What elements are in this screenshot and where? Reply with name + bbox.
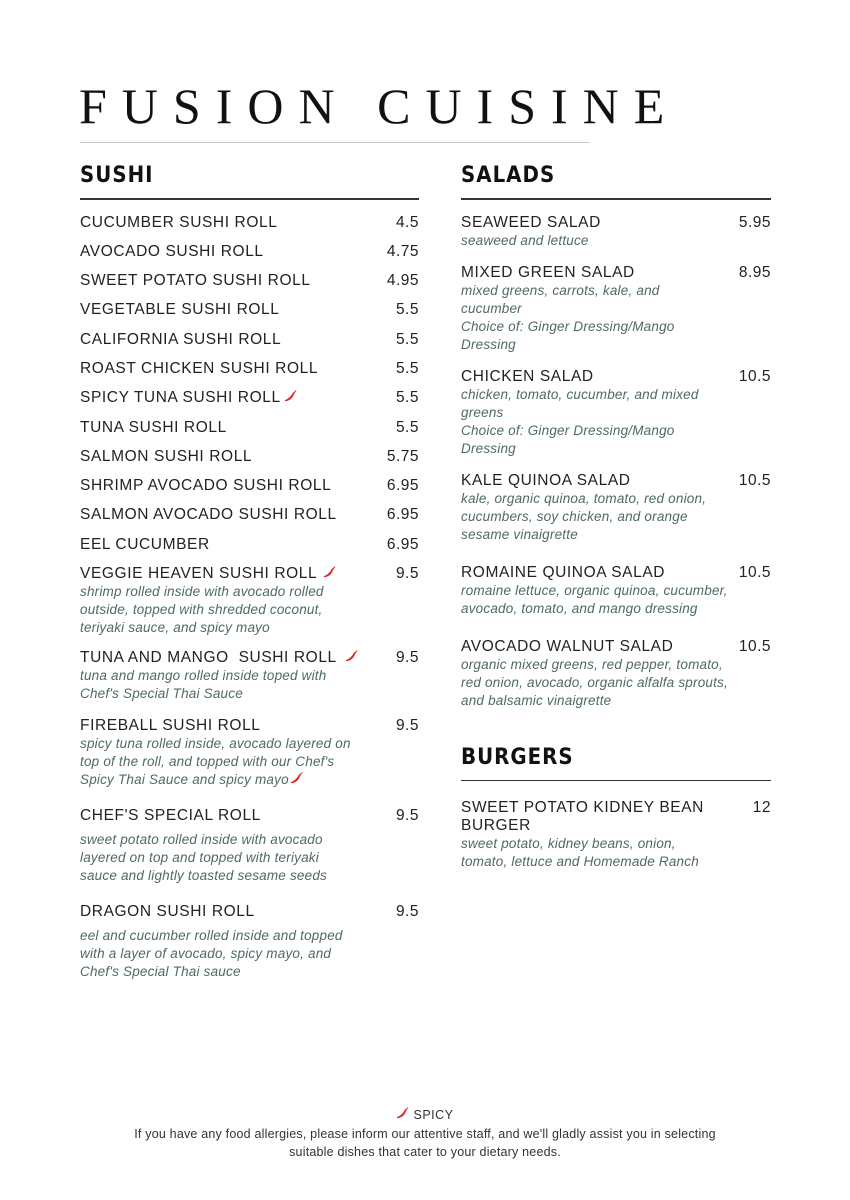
chili-pepper-icon: [345, 649, 358, 663]
menu-item: [80, 649, 419, 703]
item-name: MIXED GREEN SALAD: [461, 263, 635, 281]
menu-title: FUSION CUISINE: [79, 78, 680, 134]
item-price: 9.5: [395, 565, 419, 583]
item-description: seaweed and lettuce: [461, 232, 589, 248]
menu-item: [461, 564, 771, 618]
chili-pepper-icon: [323, 565, 336, 579]
menu-item: [461, 214, 771, 250]
item-price: 10.5: [738, 563, 771, 581]
item-price: 5.75: [386, 447, 419, 465]
menu-item: [80, 389, 419, 418]
item-name: VEGETABLE SUSHI ROLL: [80, 301, 280, 319]
item-name: CALIFORNIA SUSHI ROLL: [80, 330, 282, 348]
menu-item: [80, 214, 419, 243]
item-name: ROAST CHICKEN SUSHI ROLL: [80, 359, 319, 377]
item-description: sweet potato, kidney beans, onion, tomato, lettuce and Homemade Ranch: [461, 836, 699, 869]
chili-pepper-icon: [396, 1106, 409, 1120]
item-dressing-choice: Choice of: Ginger Dressing/Mango Dressing: [461, 422, 675, 456]
item-price: 5.5: [395, 389, 419, 407]
burgers-section: [461, 742, 771, 872]
menu-item: [80, 903, 419, 981]
menu-item: [80, 565, 419, 637]
item-name: SWEET POTATO KIDNEY BEAN BURGER: [461, 799, 704, 834]
item-price: 10.5: [738, 637, 771, 655]
item-name: AVOCADO SUSHI ROLL: [80, 242, 264, 260]
item-price: 5.5: [395, 359, 419, 377]
item-name: CHEF'S SPECIAL ROLL: [80, 807, 261, 825]
item-name: SEAWEED SALAD: [461, 213, 601, 231]
menu-item: [80, 477, 419, 506]
item-name: SALMON AVOCADO SUSHI ROLL: [80, 506, 337, 524]
menu-item: [80, 301, 419, 330]
menu-item: [461, 472, 771, 544]
item-name: SALMON SUSHI ROLL: [80, 447, 253, 465]
item-name: [80, 389, 297, 407]
item-price: 6.95: [386, 535, 419, 553]
spicy-legend-label: SPICY: [413, 1108, 454, 1122]
item-price: 4.75: [386, 242, 419, 260]
allergy-notice: If you have any food allergies, please inform our attentive staff, and we'll gladly assist you in selecting suitable dishes that cater to your dietary needs.: [134, 1127, 716, 1159]
menu-item: [461, 638, 771, 710]
item-name: EEL CUCUMBER: [80, 535, 210, 553]
item-name-text: VEGGIE HEAVEN SUSHI ROLL: [80, 565, 318, 583]
section-divider: [80, 198, 419, 200]
item-name: KALE QUINOA SALAD: [461, 471, 631, 489]
item-price: 10.5: [738, 367, 771, 385]
sushi-section: [80, 160, 419, 981]
item-name: DRAGON SUSHI ROLL: [80, 903, 255, 921]
item-price: 12: [752, 799, 771, 816]
item-name: [80, 565, 336, 583]
menu-item: [80, 243, 419, 272]
item-price: 9.5: [395, 717, 419, 735]
section-heading-sushi: SUSHI: [80, 163, 154, 188]
item-name: FIREBALL SUSHI ROLL: [80, 717, 261, 735]
menu-item: [80, 536, 419, 565]
menu-item: [80, 272, 419, 301]
item-dressing-choice: Choice of: Ginger Dressing/Mango Dressing: [461, 318, 675, 352]
menu-item: [80, 807, 419, 885]
salads-section: [461, 160, 771, 871]
item-name: [80, 649, 358, 667]
chili-pepper-icon: [290, 771, 303, 785]
item-price: 9.5: [395, 807, 419, 825]
spicy-legend: [0, 1106, 850, 1122]
item-price: 8.95: [738, 263, 771, 281]
item-description: kale, organic quinoa, tomato, red onion, cucumbers, soy chicken, and orange sesame vinaigrette: [461, 490, 707, 542]
chili-pepper-icon: [284, 389, 297, 403]
menu-item: [461, 799, 771, 871]
item-name: AVOCADO WALNUT SALAD: [461, 637, 674, 655]
item-price: 5.95: [738, 213, 771, 231]
item-name-text: TUNA AND MANGO SUSHI ROLL: [80, 649, 337, 667]
section-divider: [461, 780, 771, 782]
item-price: 5.5: [395, 301, 419, 319]
item-description: eel and cucumber rolled inside and topped with a layer of avocado, spicy mayo, and Chef's Special Thai sauce: [80, 928, 343, 980]
item-price: 5.5: [395, 418, 419, 436]
item-price: 5.5: [395, 330, 419, 348]
item-price: 9.5: [395, 903, 419, 921]
menu-item: [80, 419, 419, 448]
item-price: 6.95: [386, 477, 419, 495]
item-description: sweet potato rolled inside with avocado layered on top and topped with teriyaki sauce and lightly toasted sesame seeds: [80, 832, 327, 884]
section-heading-burgers: BURGERS: [461, 744, 574, 770]
menu-item: [80, 448, 419, 477]
item-name: CHICKEN SALAD: [461, 367, 594, 385]
item-description: chicken, tomato, cucumber, and mixed greens: [461, 386, 699, 420]
item-description: [80, 735, 355, 789]
item-description-text: spicy tuna rolled inside, avocado layered on top of the roll, and topped with our Chef's Spicy Thai Sauce and spicy mayo: [80, 736, 351, 788]
item-description: shrimp rolled inside with avocado rolled outside, topped with shredded coconut, teriyaki sauce, and spicy mayo: [80, 584, 324, 636]
item-name: CUCUMBER SUSHI ROLL: [80, 213, 278, 231]
item-price: 9.5: [395, 649, 419, 667]
menu-item: [461, 264, 771, 354]
section-divider: [461, 198, 771, 200]
menu-item: [461, 368, 771, 458]
menu-item: [80, 506, 419, 535]
menu-item: [80, 717, 419, 789]
item-name: SWEET POTATO SUSHI ROLL: [80, 272, 311, 290]
item-name: TUNA SUSHI ROLL: [80, 418, 227, 436]
section-heading-salads: SALADS: [461, 163, 556, 188]
item-name: ROMAINE QUINOA SALAD: [461, 563, 666, 581]
item-description: mixed greens, carrots, kale, and cucumber: [461, 282, 660, 316]
item-description: romaine lettuce, organic quinoa, cucumber, avocado, tomato, and mango dressing: [461, 582, 728, 616]
menu-item: [80, 360, 419, 389]
item-name: SHRIMP AVOCADO SUSHI ROLL: [80, 477, 332, 495]
item-price: 4.5: [395, 213, 419, 231]
item-price: 6.95: [386, 506, 419, 524]
item-description: tuna and mango rolled inside toped with Chef's Special Thai Sauce: [80, 668, 327, 702]
item-price: 10.5: [738, 471, 771, 489]
item-name-text: SPICY TUNA SUSHI ROLL: [80, 389, 281, 407]
item-price: 4.95: [386, 272, 419, 290]
title-divider: [80, 142, 590, 143]
item-description: organic mixed greens, red pepper, tomato, red onion, avocado, organic alfalfa sprouts, and balsamic vinaigrette: [461, 656, 728, 708]
menu-item: [80, 331, 419, 360]
